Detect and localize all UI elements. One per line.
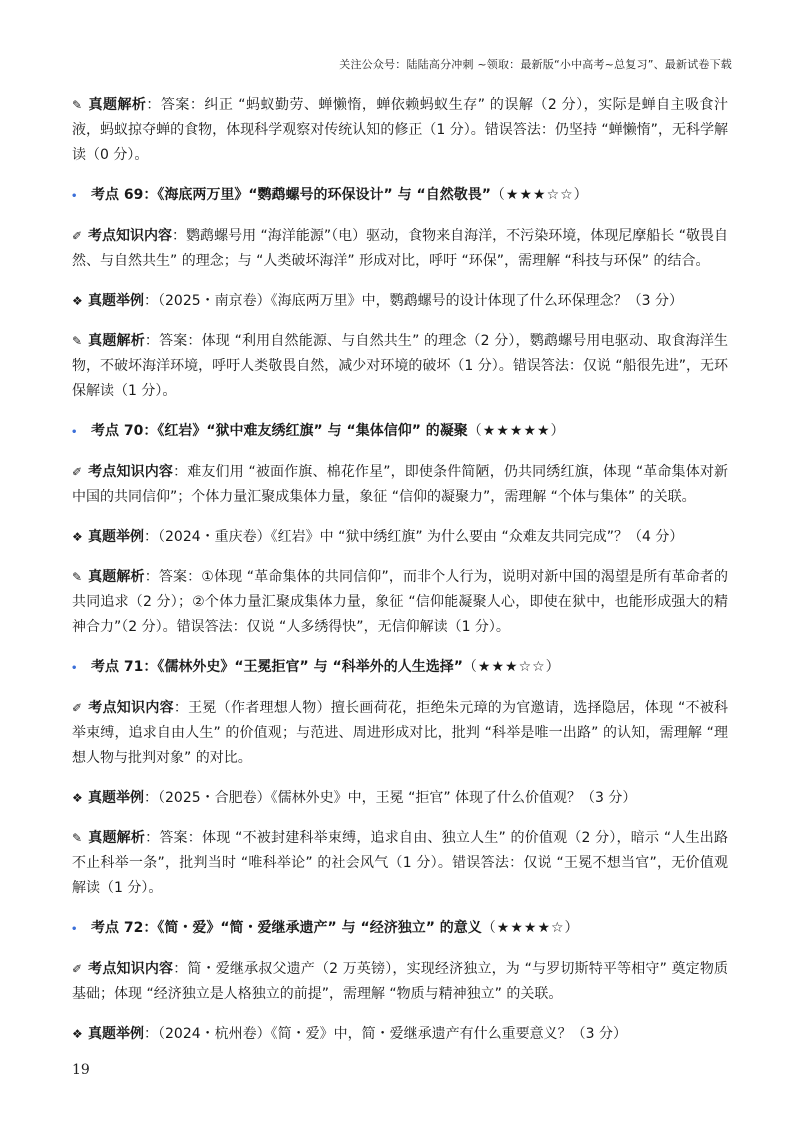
example-paragraph <box>72 289 728 314</box>
example-paragraph <box>72 525 728 550</box>
pencil-icon: ✎ <box>72 334 83 348</box>
pencil-icon: ✎ <box>72 831 83 845</box>
diamond-icon: ❖ <box>72 530 83 544</box>
pen-icon: ✐ <box>72 962 83 976</box>
paragraph-label: 真题解析 <box>88 333 145 349</box>
paragraph-label: 考点知识内容 <box>88 961 174 977</box>
paragraph-text: ：鹦鹉螺号用 “海洋能源”（电）驱动，食物来自海洋，不污染环境，体现尼摩船长 “敬畏自然、与自然共生” 的理念；与 “人类破坏海洋” 形成对比，呼吁 “环保”，需理解 “科技与环保” 的结合。 <box>72 228 728 269</box>
diamond-icon: ❖ <box>72 791 83 805</box>
example-paragraph <box>72 786 728 811</box>
exam-point-title: 考点 69：《海底两万里》“鹦鹉螺号的环保设计” 与 “自然敬畏” <box>91 187 491 203</box>
pen-icon: ✐ <box>72 229 83 243</box>
paragraph-text: ：（2024・杭州卷）《简・爱》中，简・爱继承遗产有什么重要意义？（3 分） <box>144 1026 627 1042</box>
paragraph-label: 真题解析 <box>88 97 147 113</box>
analysis-paragraph <box>72 826 728 901</box>
difficulty-stars: （★★★★☆） <box>481 920 580 936</box>
paragraph-text: ：答案：纠正 “蚂蚁勤劳、蝉懒惰，蝉依赖蚂蚁生存” 的误解（2 分），实际是蝉自主吸食汁液，蚂蚁掠夺蝉的食物，体现科学观察对传统认知的修正（1 分）。错误答法：仍坚持 “蝉懒惰”，无科学解读（0 分）。 <box>72 97 729 163</box>
paragraph-text: ：简・爱继承叔父遗产（2 万英镑），实现经济独立，为 “与罗切斯特平等相守” 奠定物质基础；体现 “经济独立是人格独立的前提”，需理解 “物质与精神独立” 的关联。 <box>72 961 729 1002</box>
paragraph-label: 真题解析 <box>88 830 146 846</box>
paragraph-text: ：答案：①体现 “革命集体的共同信仰”，而非个人行为，说明对新中国的渴望是所有革命者的共同追求（2 分）；②个体力量汇聚成集体力量，象征 “信仰能凝聚人心，即使在狱中，也能形成强大的精神合力”（2 分）。错误答法：仅说 “人多绣得快”，无信仰解读（1 分）。 <box>72 569 729 635</box>
bullet-icon: • <box>71 663 78 674</box>
paragraph-text: ：答案：体现 “利用自然能源、与自然共生” 的理念（2 分），鹦鹉螺号用电驱动、取食海洋生物，不破坏海洋环境，呼吁人类敬畏自然，减少对环境的破坏（1 分）。错误答法：仅说 “船很先进”，无环保解读（1 分）。 <box>72 333 729 399</box>
difficulty-stars: （★★★☆☆） <box>490 187 589 203</box>
document-body <box>72 93 728 1062</box>
analysis-paragraph <box>72 565 728 640</box>
page-number: 19 <box>72 1062 90 1078</box>
paragraph-text: ：（2025・南京卷）《海底两万里》中，鹦鹉螺号的设计体现了什么环保理念？（3 分） <box>144 293 683 309</box>
pencil-icon: ✎ <box>72 570 83 584</box>
difficulty-stars: （★★★☆☆） <box>462 659 561 675</box>
analysis-paragraph <box>72 93 728 168</box>
knowledge-paragraph <box>72 460 728 510</box>
knowledge-paragraph <box>72 224 728 274</box>
paragraph-text: ：（2025・合肥卷）《儒林外史》中，王冕 “拒官” 体现了什么价值观？（3 分） <box>144 790 637 806</box>
paragraph-label: 考点知识内容 <box>88 700 174 716</box>
paragraph-label: 真题举例 <box>88 529 144 545</box>
page-header: 关注公众号：陆陆高分冲刺 ~领取：最新版“小中高考~总复习”、最新试卷下载 <box>339 58 732 71</box>
diamond-icon: ❖ <box>72 294 83 308</box>
paragraph-label: 真题解析 <box>88 569 145 585</box>
pen-icon: ✐ <box>72 701 83 715</box>
paragraph-label: 真题举例 <box>88 1026 144 1042</box>
example-paragraph <box>72 1022 728 1047</box>
paragraph-text: ：（2024・重庆卷）《红岩》中 “狱中绣红旗” 为什么要由 “众难友共同完成”？（4 分） <box>144 529 684 545</box>
exam-point-title: 考点 70：《红岩》“狱中难友绣红旗” 与 “集体信仰” 的凝聚 <box>91 423 468 439</box>
bullet-icon: • <box>71 924 78 935</box>
exam-point-title: 考点 72：《简・爱》“简・爱继承遗产” 与 “经济独立” 的意义 <box>91 920 482 936</box>
knowledge-paragraph <box>72 696 728 771</box>
exam-point-heading <box>72 183 728 209</box>
exam-point-heading <box>72 916 728 942</box>
bullet-icon: • <box>71 191 78 202</box>
paragraph-label: 考点知识内容 <box>88 228 173 244</box>
paragraph-text: ：难友们用 “被面作旗、棉花作星”，即使条件简陋，仍共同绣红旗，体现 “革命集体对新中国的共同信仰”；个体力量汇聚成集体力量，象征 “信仰的凝聚力”，需理解 “个体与集体” 的关联。 <box>72 464 728 505</box>
difficulty-stars: （★★★★★） <box>467 423 566 439</box>
analysis-paragraph <box>72 329 728 404</box>
paragraph-text: ：王冕（作者理想人物）擅长画荷花，拒绝朱元璋的为官邀请，选择隐居，体现 “不被科举束缚，追求自由人生” 的价值观；与范进、周进形成对比，批判 “科举是唯一出路” 的认知，需理解 “理想人物与批判对象” 的对比。 <box>72 700 729 766</box>
exam-point-heading <box>72 655 728 681</box>
exam-point-title: 考点 71：《儒林外史》“王冕拒官” 与 “科举外的人生选择” <box>91 659 463 675</box>
knowledge-paragraph <box>72 957 728 1007</box>
paragraph-label: 真题举例 <box>88 293 144 309</box>
paragraph-label: 真题举例 <box>88 790 144 806</box>
bullet-icon: • <box>71 427 78 438</box>
paragraph-label: 考点知识内容 <box>88 464 174 480</box>
diamond-icon: ❖ <box>72 1027 83 1041</box>
paragraph-text: ：答案：体现 “不被封建科举束缚，追求自由、独立人生” 的价值观（2 分），暗示 “人生出路不止科举一条”，批判当时 “唯科举论” 的社会风气（1 分）。错误答法：仅说 “王冕不想当官”，无价值观解读（1 分）。 <box>72 830 729 896</box>
exam-point-heading <box>72 419 728 445</box>
pen-icon: ✐ <box>72 465 83 479</box>
pencil-icon: ✎ <box>72 98 83 112</box>
